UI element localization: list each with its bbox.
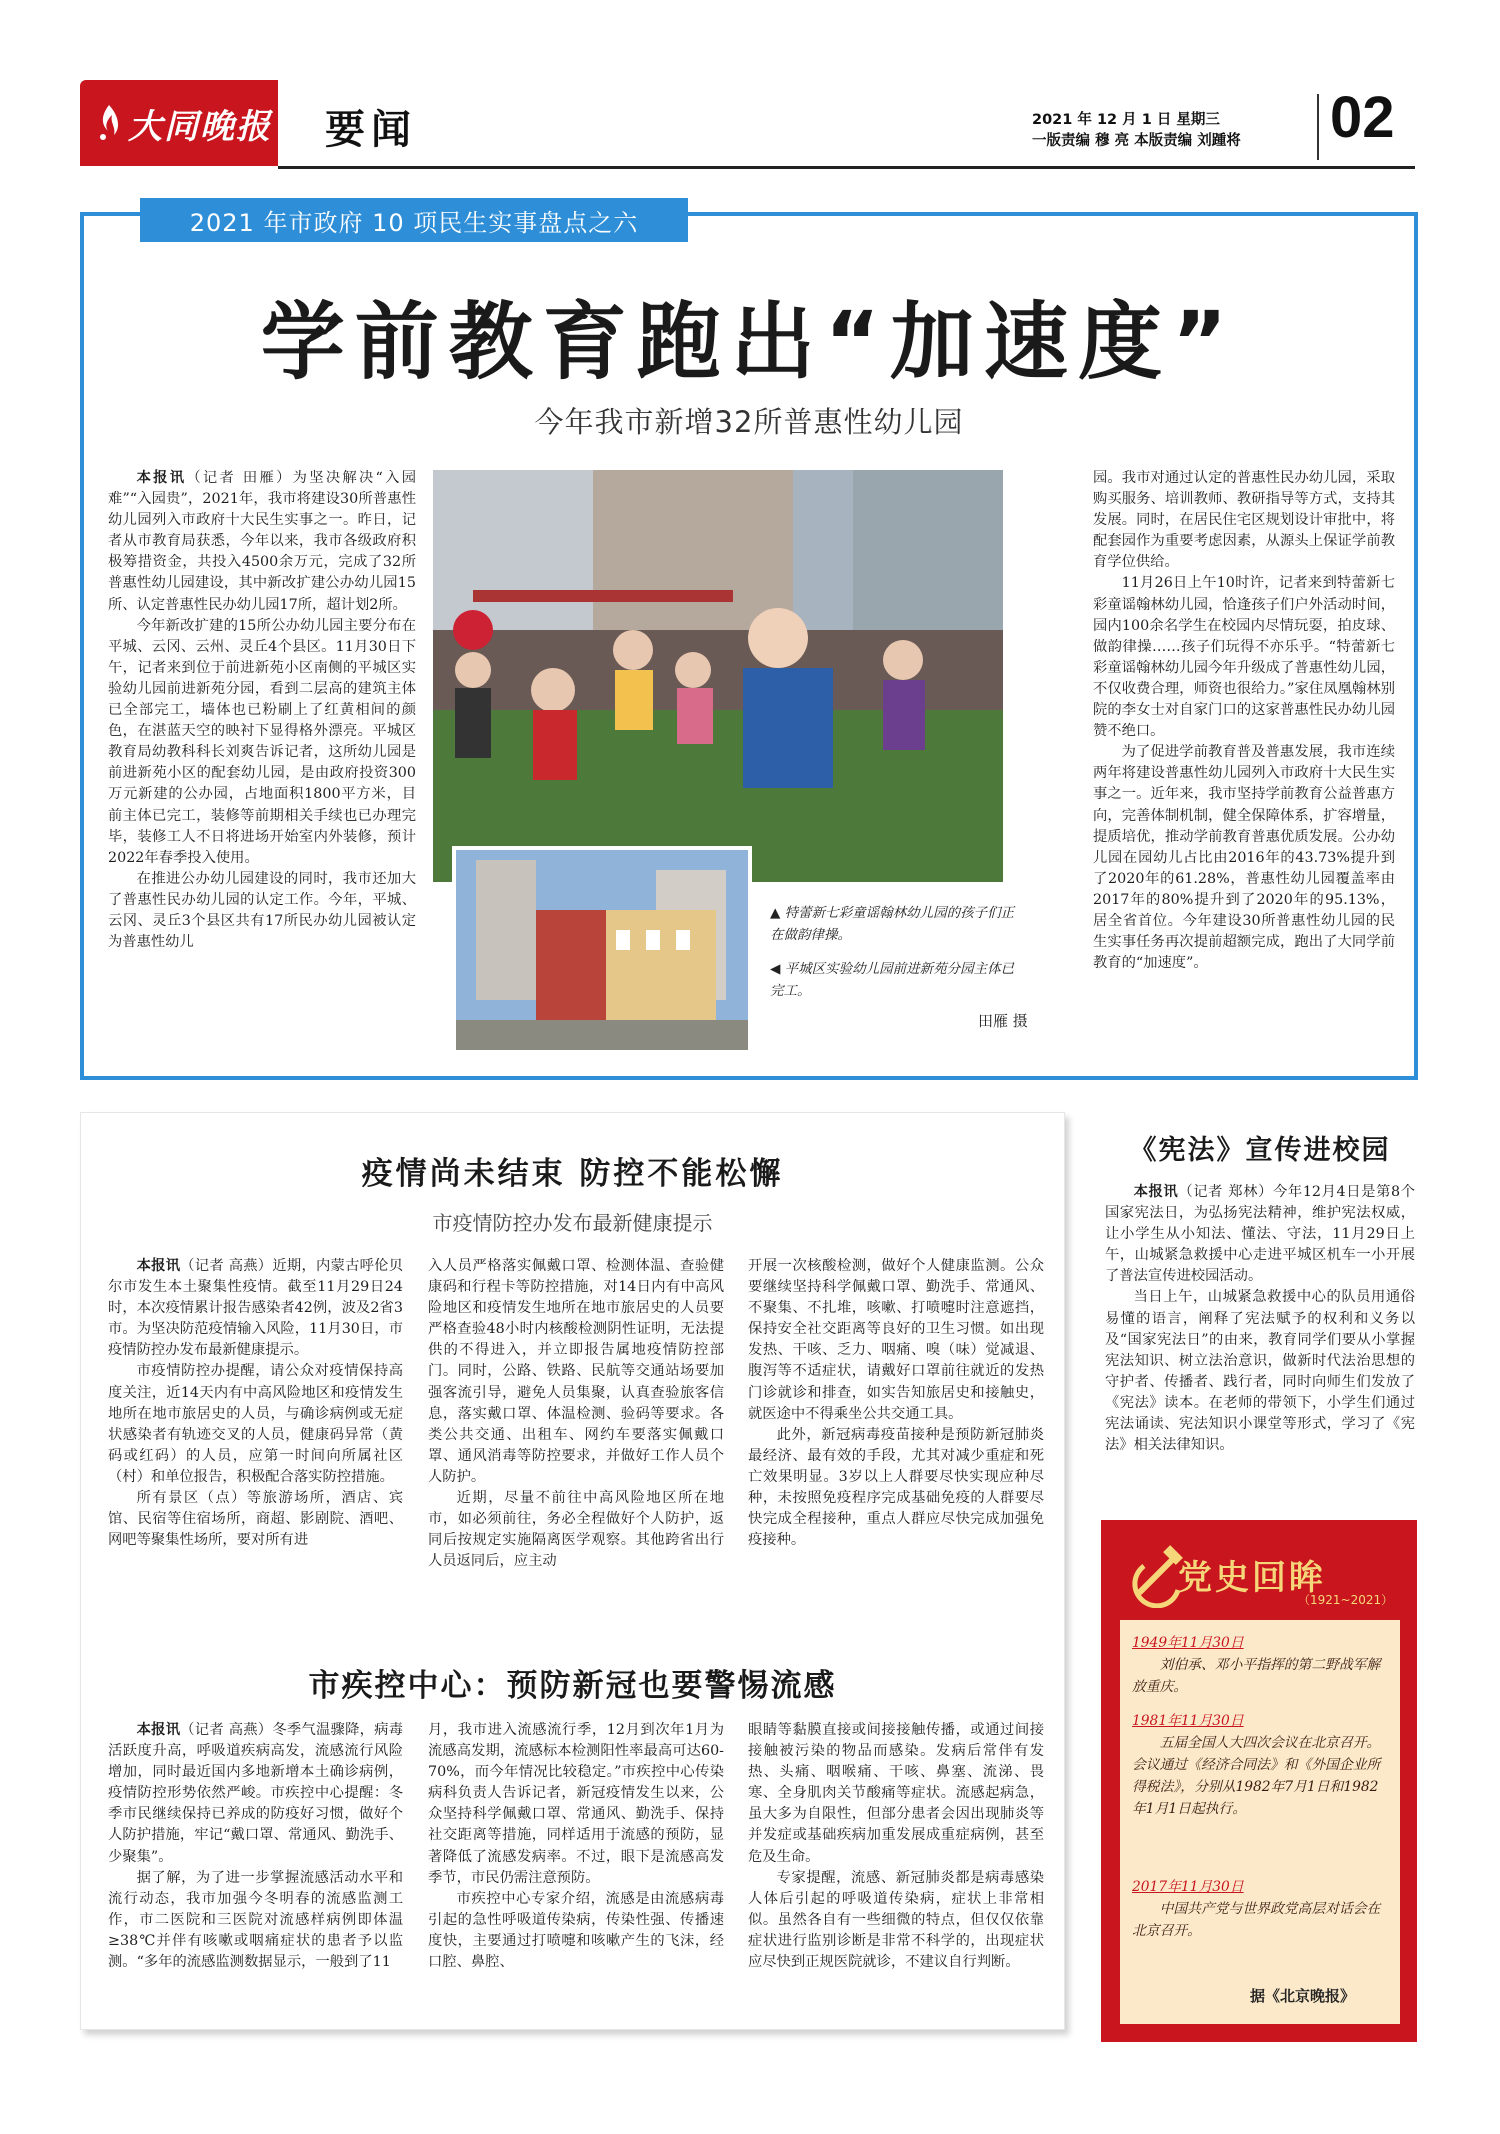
health-column-3 — [748, 1256, 1044, 1551]
lead-headline[interactable]: 学前教育跑出“加速度” — [260, 293, 1238, 391]
paragraph: 开展一次核酸检测，做好个人健康监测。公众要继续坚持科学佩戴口罩、勤洗手、常通风、不聚集、不扎堆，咳嗽、打喷嚏时注意遮挡，保持安全社交距离等良好的卫生习惯。如出现发热、干咳、乏力、咽痛、嗅（味）觉减退、腹泻等不适症状，请戴好口罩前往就近的发热门诊就诊和排查，如实告知旅居史和接触史，就医途中不得乘坐公共交通工具。 — [748, 1258, 1044, 1422]
paragraph: 近期，内蒙古呼伦贝尔市发生本土聚集性疫情。截至11月29日24时，本次疫情累计报告感染者42例，波及2省3市。为坚决防范疫情输入风险，11月30日，市疫情防控办发布最新健康提示。 — [108, 1258, 404, 1359]
masthead-rule — [278, 166, 1415, 169]
lead-column-3 — [1093, 468, 1395, 974]
issue-info — [1032, 110, 1241, 152]
photo-children-dancing-icon — [433, 470, 1003, 882]
lead-column-1 — [108, 468, 416, 953]
photo-building-icon — [456, 850, 748, 1050]
paragraph: 近期，尽量不前往中高风险地区所在地市，如必须前往，务必全程做好个人防护，返同后按规定实施隔离医学观察。其他跨省出行人员返同后，应主动 — [428, 1490, 724, 1570]
photo-caption-2: ◀ 平城区实验幼儿园前进新苑分园主体已完工。 — [770, 961, 1015, 999]
history-text: 刘伯承、邓小平指挥的第二野战军解放重庆。 — [1132, 1657, 1381, 1695]
byline: 本报讯 — [1133, 1184, 1179, 1200]
history-entry — [1132, 1710, 1390, 1820]
history-date: 2017年11月30日 — [1132, 1879, 1244, 1895]
history-text: 五届全国人大四次会议在北京召开。会议通过《经济合同法》和《外国企业所得税法》，分别从1982年7月1日和1982年1月1日起执行。 — [1132, 1735, 1381, 1817]
issue-editors: 一版责编 穆 亮 本版责编 刘踵将 — [1032, 133, 1241, 149]
lead-subheadline: 今年我市新增32所普惠性幼儿园 — [534, 405, 964, 439]
byline: 本报讯 — [136, 1258, 181, 1274]
cdc-column-1 — [108, 1720, 403, 1973]
history-entry — [1132, 1632, 1390, 1698]
cdc-column-3 — [748, 1720, 1044, 1973]
reporter: （记者 高燕） — [180, 1258, 273, 1274]
paragraph: 园。我市对通过认定的普惠性民办幼儿园，采取购买服务、培训教师、教研指导等方式，支持其发展。同时，在居民住宅区规划设计审批中，将配套园作为重要考虑因素，从源头上保证学前教育学位供给。 — [1093, 470, 1395, 571]
issue-date: 2021 年 12 月 1 日 星期三 — [1032, 112, 1220, 128]
paragraph: 今年12月4日是第8个国家宪法日，为弘扬宪法精神，维护宪法权威，让小学生从小知法、懂法、守法，11月29日上午，山城紧急救援中心走进平城区机车一小开展了普法宣传进校园活动。 — [1105, 1184, 1416, 1285]
paragraph: 为坚决解决“入园难”“入园贵”，2021年，我市将建设30所普惠性幼儿园列入市政府十大民生实事之一。昨日，记者从市教育局获悉，今年以来，我市各级政府积极筹措资金，共投入4500余万元，完成了32所普惠性幼儿园建设，其中新改扩建公办幼儿园15所、认定普惠性民办幼儿园17所，超计划2所。 — [108, 470, 417, 613]
paragraph: 在推进公办幼儿园建设的同时，我市还加大了普惠性民办幼儿园的认定工作。今年，平城、云冈、灵丘3个县区共有17所民办幼儿园被认定为普惠性幼儿 — [108, 870, 416, 951]
history-date: 1981年11月30日 — [1132, 1713, 1244, 1729]
newspaper-logo[interactable] — [80, 80, 278, 166]
cdc-column-2 — [428, 1720, 724, 1973]
party-history-years: （1921~2021） — [1298, 1593, 1394, 1607]
paragraph: 冬季气温骤降，病毒活跃度升高，呼吸道疾病高发，流感流行风险增加，同时最近国内多地新增本土确诊病例，疫情防控形势依然严峻。市疾控中心提醒：冬季市民继续保持已养成的防疫好习惯，做好个人防护措施，牢记“戴口罩、常通风、勤洗手、少聚集”。 — [108, 1722, 404, 1865]
paragraph: 据了解，为了进一步掌握流感活动水平和流行动态，我市加强今冬明春的流感监测工作，市二医院和三医院对流感样病例即体温≥38℃并伴有咳嗽或咽痛症状的患者予以监测。“多年的流感监测数据显示，一般到了11 — [108, 1869, 403, 1971]
paragraph: 所有景区（点）等旅游场所，酒店、宾馆、民宿等住宿场所，商超、影剧院、酒吧、网吧等聚集性场所，要对所有进 — [108, 1490, 403, 1549]
kindergarten-photo[interactable] — [433, 470, 1003, 882]
paragraph: 市疾控中心专家介绍，流感是由流感病毒引起的急性呼吸道传染病，传染性强、传播速度快，主要通过打喷嚏和咳嗽产生的飞沫，经口腔、鼻腔、 — [428, 1890, 724, 1971]
paragraph: 此外，新冠病毒疫苗接种是预防新冠肺炎最经济、最有效的手段，尤其对减少重症和死亡效果明显。3岁以上人群要尽快实现应种尽种，未按照免疫程序完成基础免疫的人群要尽快完成全程接种，重点人群应尽快完成加强免疫接种。 — [748, 1426, 1044, 1549]
paragraph: 月，我市进入流感流行季，12月到次年1月为流感高发期，流感标本检测阳性率最高可达60-70%，而今年情况比较稳定。”市疾控中心传染病科负责人告诉记者，新冠疫情发生以来，公众坚持科学佩戴口罩、常通风、勤洗手、保持社交距离等措施，同样适用于流感的预防，显著降低了流感发病率。不过，眼下是流感高发季节，市民仍需注意预防。 — [428, 1722, 724, 1886]
reporter: （记者 高燕） — [180, 1722, 273, 1738]
logo-text: 大同晚报 — [128, 106, 272, 147]
section-title: 要闻 — [325, 107, 417, 153]
paragraph: 今年新改扩建的15所公办幼儿园主要分布在平城、云冈、云州、灵丘4个县区。11月30日下午，记者来到位于前进新苑小区南侧的平城区实验幼儿园前进新苑分园，看到二层高的建筑主体已全部完工，墙体也已粉刷上了红黄相间的颜色，在湛蓝天空的映衬下显得格外漂亮。平城区教育局幼教科科长刘爽告诉记者，这所幼儿园是前进新苑小区的配套幼儿园，是由政府投资300万元新建的公办园，占地面积1800平方米，目前主体已完工，装修等前期相关手续也已办理完毕，装修工人不日将进场开始室内外装修，预计2022年春季投入使用。 — [108, 617, 416, 866]
history-entry — [1132, 1876, 1390, 1942]
party-history-title: 党史回眸 — [1178, 1558, 1326, 1598]
flame-logo-icon — [94, 103, 124, 143]
building-photo[interactable] — [452, 846, 752, 1054]
series-tab: 2021 年市政府 10 项民生实事盘点之六 — [140, 198, 688, 242]
constitution-headline[interactable]: 《宪法》宣传进校园 — [1129, 1135, 1391, 1166]
history-source: 据《北京晚报》 — [1250, 1987, 1356, 2005]
photo-credit: 田雁 摄 — [978, 1012, 1028, 1030]
paragraph: 市疫情防控办提醒，请公众对疫情保持高度关注，近14天内有中高风险地区和疫情发生地所在地市旅居史的人员，与确诊病例或无症状感染者有轨迹交叉的人员，健康码异常（黄码或红码）的人员，应第一时间向所属社区（村）和单位报告，积极配合落实防控措施。 — [108, 1363, 403, 1485]
paragraph: 入人员严格落实佩戴口罩、检测体温、查验健康码和行程卡等防控措施，对14日内有中高风险地区和疫情发生地所在地市旅居史的人员要严格查验48小时内核酸检测阴性证明，无法提供的不得进入，并立即报告属地疫情防控部门。同时，公路、铁路、民航等交通站场要加强客流引导，避免人员集聚，认真查验旅客信息，落实戴口罩、体温检测、验码等要求。各类公共交通、出租车、网约车要落实佩戴口罩、通风消毒等防控要求，并做好工作人员个人防护。 — [428, 1258, 724, 1485]
page-separator — [1317, 94, 1319, 160]
health-column-1 — [108, 1256, 403, 1551]
health-headline[interactable]: 疫情尚未结束 防控不能松懈 — [361, 1156, 784, 1192]
paragraph: 为了促进学前教育普及普惠发展，我市连续两年将建设普惠性幼儿园列入市政府十大民生实事之一。近年来，我市坚持学前教育公益普惠方向，完善体制机制，健全保障体系，扩容增量，提质培优，推动学前教育普惠优质发展。公办幼儿园在园幼儿占比由2016年的43.73%提升到了2020年的61.28%，普惠性幼儿园覆盖率由2017年的80%提升到了2020年的95.13%，居全省首位。今年建设30所普惠性幼儿园的民生实事任务再次提前超额完成，跑出了大同学前教育的“加速度”。 — [1093, 744, 1395, 972]
paragraph: 专家提醒，流感、新冠肺炎都是病毒感染人体后引起的呼吸道传染病，症状上非常相似。虽然各自有一些细微的特点，但仅仅依靠症状进行监别诊断是非常不科学的，出现症状应尽快到正规医院就诊，不建议自行判断。 — [748, 1869, 1044, 1971]
history-text: 中国共产党与世界政党高层对话会在北京召开。 — [1132, 1901, 1381, 1939]
constitution-body — [1105, 1182, 1415, 1456]
paragraph: 眼睛等黏膜直接或间接接触传播，或通过间接接触被污染的物品而感染。发病后常伴有发热、头痛、咽喉痛、干咳、鼻塞、流涕、畏寒、全身肌肉关节酸痛等症状。流感起病急，虽大多为自限性，但部分患者会因出现肺炎等并发症或基础疾病加重发展成重症病例，甚至危及生命。 — [748, 1722, 1044, 1865]
cdc-headline[interactable]: 市疾控中心：预防新冠也要警惕流感 — [308, 1668, 837, 1704]
reporter: （记者 郑林） — [1178, 1184, 1273, 1200]
page-number: 02 — [1330, 85, 1395, 150]
paragraph: 11月26日上午10时许，记者来到特蕾新七彩童谣翰林幼儿园，恰逢孩子们户外活动时间，园内100余名学生在校园内尽情玩耍，拍皮球、做韵律操……孩子们玩得不亦乐乎。“特蕾新七彩童谣翰林幼儿园今年升级成了普惠性幼儿园，不仅收费合理，师资也很给力。”家住凤凰翰林别院的李女士对自家门口的这家普惠性民办幼儿园赞不绝口。 — [1093, 575, 1395, 740]
health-column-2 — [428, 1256, 724, 1572]
masthead — [80, 80, 1415, 168]
paragraph: 当日上午，山城紧急救援中心的队员用通俗易懂的语言，阐释了宪法赋予的权利和义务以及“国家宪法日”的由来，教育同学们要从小掌握宪法知识、树立法治意识，做新时代法治思想的守护者、传播者、践行者，同时向师生们发放了《宪法》读本。在老师的带领下，小学生们通过宪法诵读、宪法知识小课堂等形式，学习了《宪法》相关法律知识。 — [1105, 1289, 1415, 1454]
byline: 本报讯 — [136, 470, 187, 486]
history-date: 1949年11月30日 — [1132, 1635, 1244, 1651]
photo-caption-1: ▲ 特蕾新七彩童谣翰林幼儿园的孩子们正在做韵律操。 — [770, 905, 1015, 943]
reporter: （记者 田雁） — [186, 470, 293, 486]
health-subheadline: 市疫情防控办发布最新健康提示 — [432, 1211, 713, 1235]
byline: 本报讯 — [136, 1722, 181, 1738]
